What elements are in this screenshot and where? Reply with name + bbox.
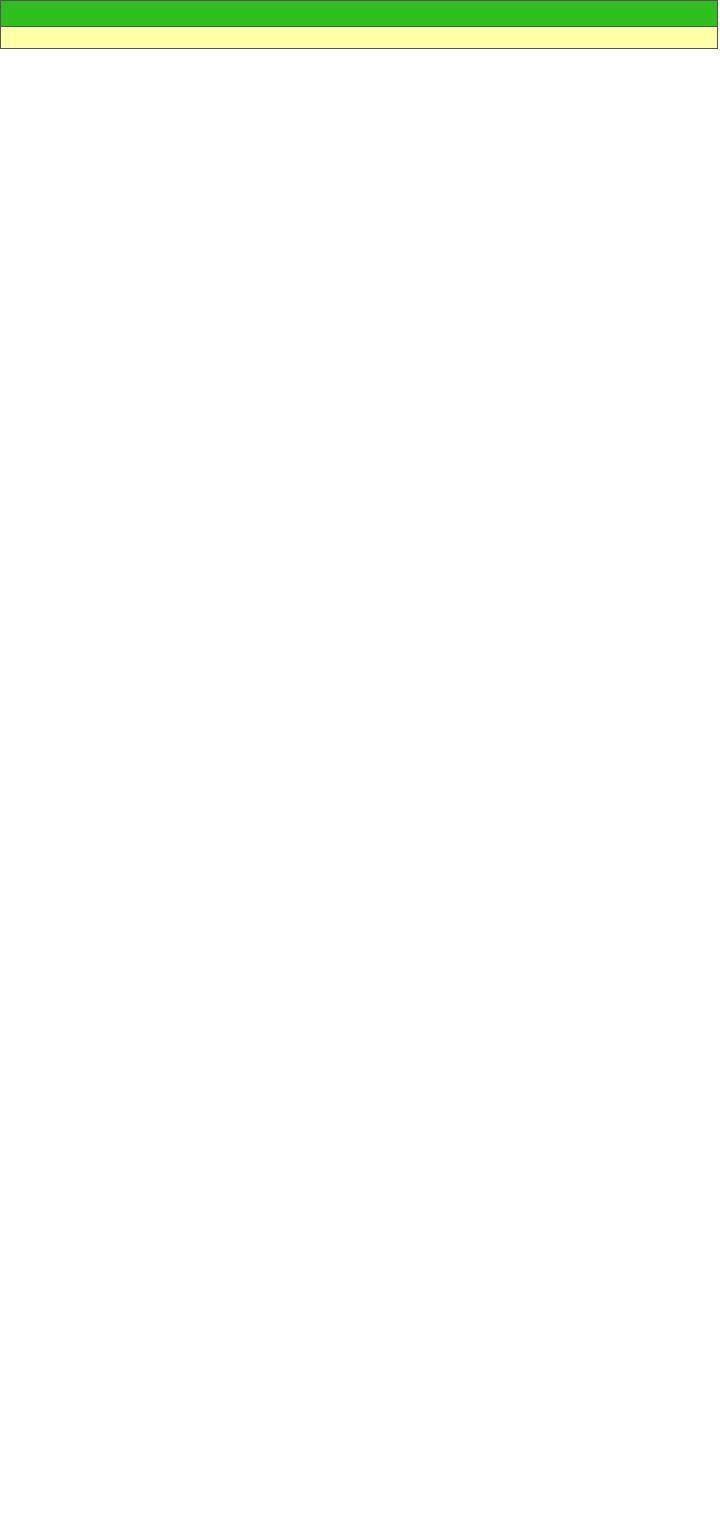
page-title <box>0 0 718 27</box>
legend-bar <box>0 27 718 49</box>
